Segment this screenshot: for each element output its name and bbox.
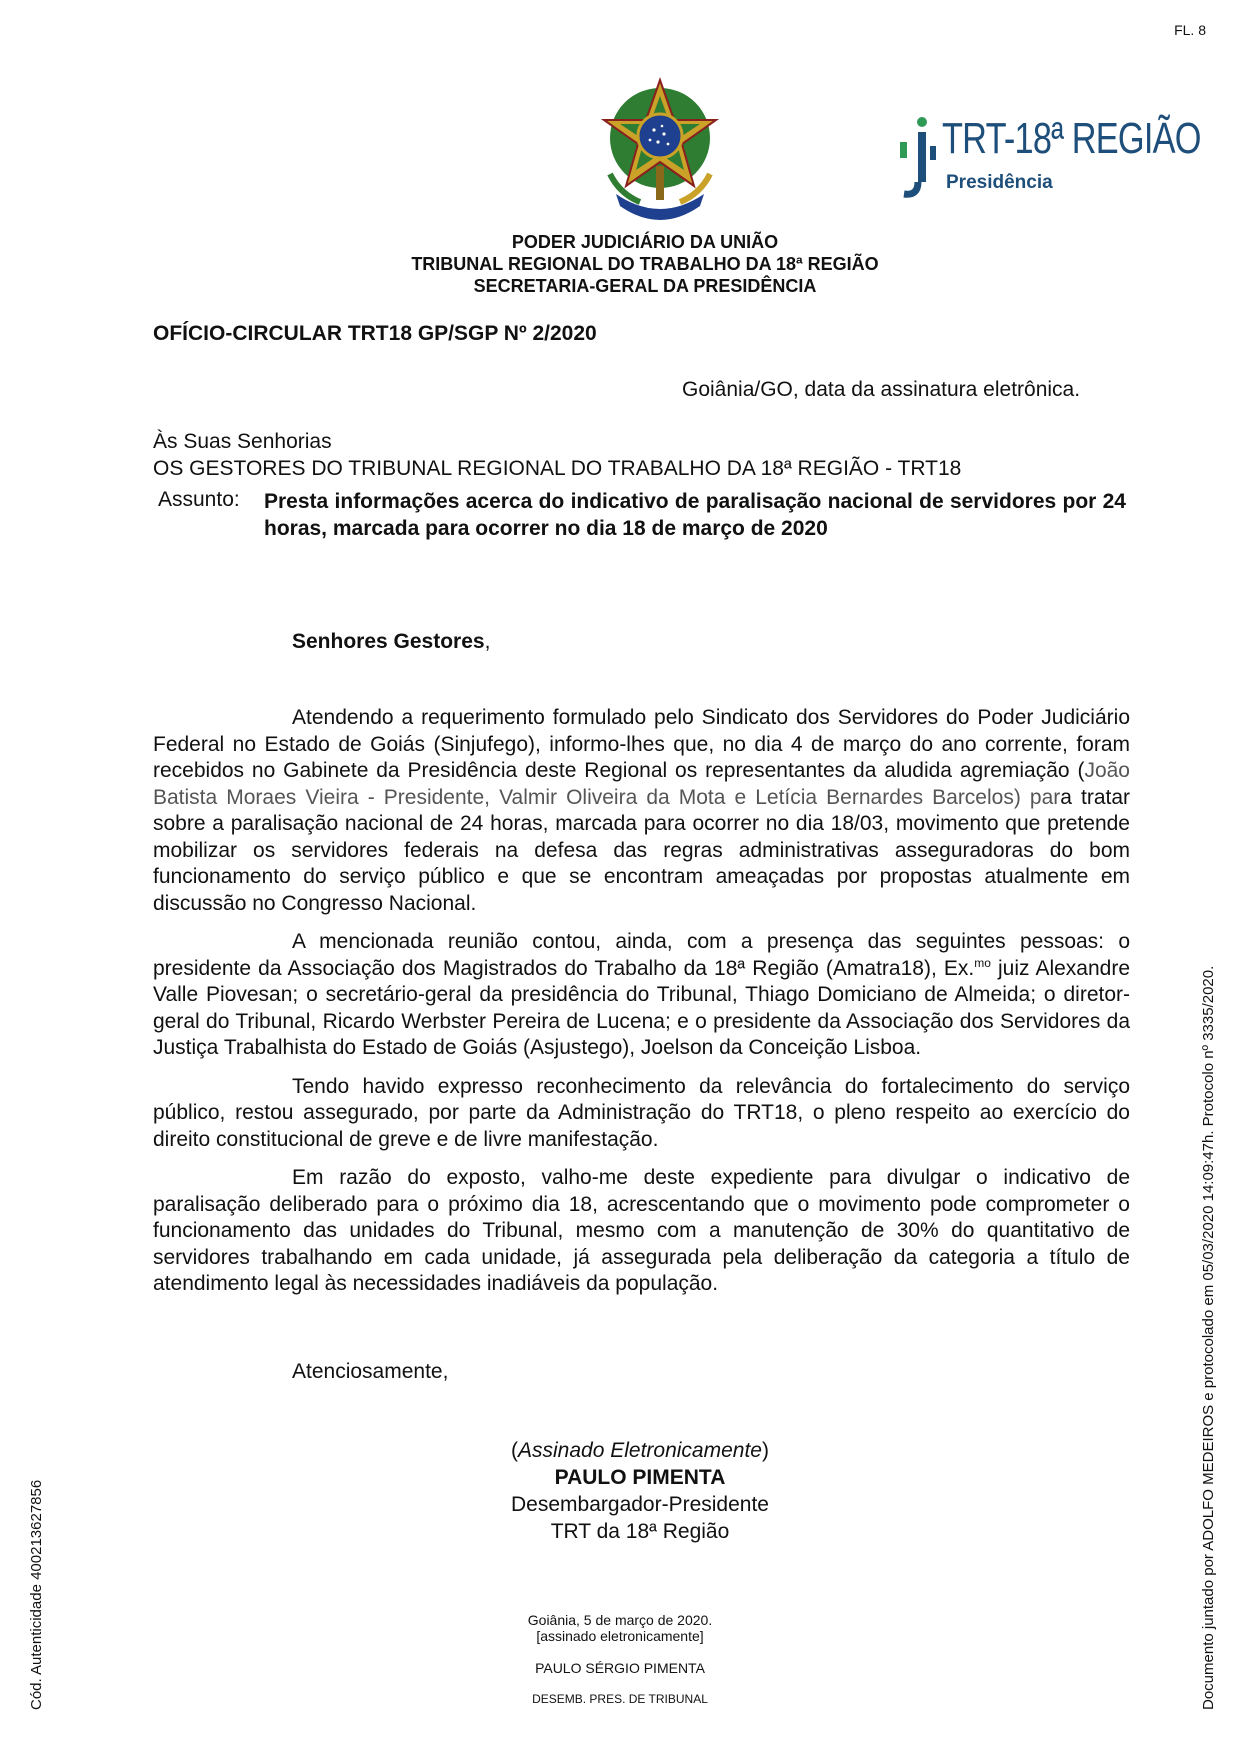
paragraph-2	[153, 929, 1130, 1062]
closing: Atenciosamente,	[292, 1360, 449, 1383]
header-line-1: PODER JUDICIÁRIO DA UNIÃO	[511, 232, 779, 252]
electronic-signature-stamp	[0, 1612, 1240, 1706]
signed-electronically	[0, 1437, 1240, 1464]
trt-figure-icon	[898, 116, 938, 200]
salutation-comma: ,	[484, 630, 491, 653]
protocol-note: Documento juntado por ADOLFO MEDEIROS e protocolado em 05/03/2020 14:09:47h. Protocolo nº 3335/2020.	[1200, 965, 1217, 1710]
signed-open-paren: (	[511, 1439, 518, 1462]
trt-logo-title: TRT-18ª REGIÃO	[942, 114, 1201, 163]
sheet-number: FL. 8	[1174, 22, 1206, 38]
document-reference: OFÍCIO-CIRCULAR TRT18 GP/SGP Nº 2/2020	[153, 322, 597, 345]
signer-court: TRT da 18ª Região	[550, 1520, 730, 1543]
paragraph-3: Tendo havido expresso reconhecimento da relevância do fortalecimento do serviço público, restou assegurado, por parte da Administração do TRT18, o pleno respeito ao exercício do direito constitucional de greve e de livre manifestação.	[153, 1074, 1130, 1151]
brazil-coat-of-arms-icon	[596, 74, 724, 232]
paragraph-2-superscript: mo	[974, 955, 991, 970]
addressee	[153, 428, 961, 482]
paragraph-4: Em razão do exposto, valho-me deste expediente para divulgar o indicativo de paralisação deliberado para o próximo dia 18, acrescentando que o movimento pode comprometer o funcionamento das unidades do Tribunal, mesmo com a manutenção de 30% do quantitativo de servidores trabalhando em cada unidade, já assegurada pela deliberação da categoria a título de atendimento legal às necessidades inadiáveis da população.	[153, 1166, 1130, 1295]
subject-label: Assunto:	[158, 488, 240, 511]
trt-logo	[898, 112, 1201, 204]
signature-block	[0, 1437, 1240, 1545]
paragraph-2-part-b: juiz Alexandre Valle Piovesan; o secretário-geral da presidência do Tribunal, Thiago Domiciano de Almeida; o diretor-geral do Tribunal, Ricardo Werbster Pereira de Lucena; e o presidente da Associação dos Servidores da Justiça Trabalhista do Estado de Goiás (Asjustego), Joelson da Conceição Lisboa.	[153, 956, 1131, 1059]
signed-italic: Assinado Eletronicamente	[518, 1439, 762, 1462]
header-line-3: SECRETARIA-GERAL DA PRESIDÊNCIA	[473, 276, 817, 296]
document-header	[0, 231, 1240, 297]
signer-role: Desembargador-Presidente	[511, 1493, 769, 1516]
stamp-role: DESEMB. PRES. DE TRIBUNAL	[532, 1692, 708, 1706]
header-line-2: TRIBUNAL REGIONAL DO TRABALHO DA 18ª REGIÃO	[411, 254, 879, 274]
paragraph-1-part-c: a tratar sobre a paralisação nacional de 24 horas, marcada para ocorrer no dia 18/03, movimento que pretende mobilizar os servidores federais na defesa das regras administrativas asseguradoras do bom funcionamento do serviço público e que se encontram ameaçadas por propostas atualmente em discussão no Congresso Nacional.	[153, 785, 1131, 915]
stamp-name: PAULO SÉRGIO PIMENTA	[535, 1660, 705, 1676]
salutation	[292, 630, 490, 654]
addressee-line-1: Às Suas Senhorias	[153, 430, 332, 453]
subject-text: Presta informações acerca do indicativo de paralisação nacional de servidores por 24 horas, marcada para ocorrer no dia 18 de março de 2020	[264, 490, 1126, 540]
paragraph-2-part-a: A mencionada reunião contou, ainda, com a presença das seguintes pessoas: o presidente da Associação dos Magistrados do Trabalho da 18ª Região (Amatra18), Ex.	[153, 930, 1130, 980]
place-date: Goiânia/GO, data da assinatura eletrônica.	[682, 378, 1081, 401]
paragraph-1-representatives: João Batista Moraes Vieira - Presidente, Valmir Oliveira da Mota e Letícia Bernardes Barcelos) par	[153, 759, 1130, 809]
addressee-line-2: OS GESTORES DO TRIBUNAL REGIONAL DO TRABALHO DA 18ª REGIÃO - TRT18	[153, 457, 962, 480]
trt-logo-subtitle: Presidência	[946, 172, 1053, 193]
salutation-text: Senhores Gestores	[292, 630, 485, 653]
letter-body	[153, 705, 1130, 1310]
stamp-date: Goiânia, 5 de março de 2020.	[527, 1612, 713, 1628]
stamp-signed-note: [assinado eletronicamente]	[536, 1628, 704, 1644]
paragraph-1-part-a: Atendendo a requerimento formulado pelo Sindicato dos Servidores do Poder Judiciário Federal no Estado de Goiás (Sinjufego), informo-lhes que, no dia 4 de março do ano corrente, foram recebidos no Gabinete da Presidência deste Regional os representantes da aludida agremiação (	[153, 706, 1130, 782]
signer-name: PAULO PIMENTA	[554, 1466, 726, 1489]
paragraph-1	[153, 705, 1130, 917]
authenticity-code: Cód. Autenticidade 400213627856	[28, 1479, 45, 1710]
signed-close-paren: )	[761, 1439, 769, 1462]
